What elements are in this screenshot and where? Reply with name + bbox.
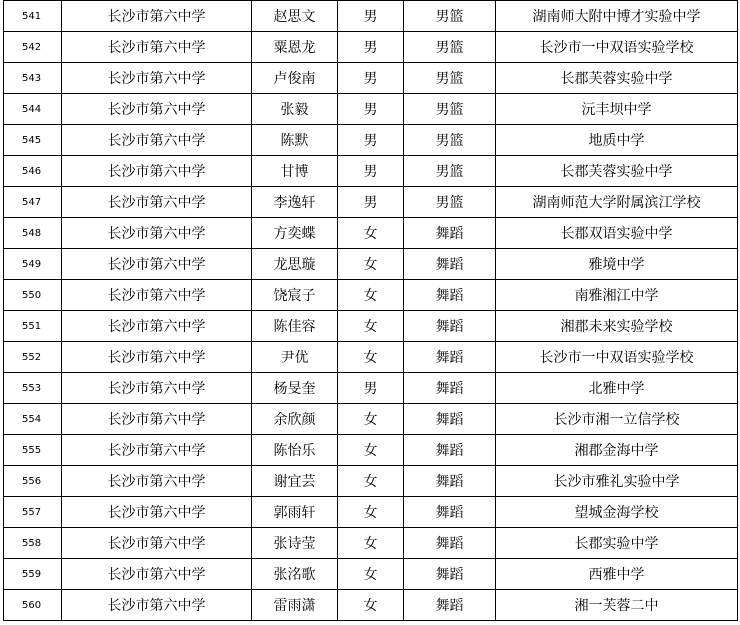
- row-number: 545: [4, 125, 62, 156]
- school-cell: 长沙市第六中学: [62, 94, 252, 125]
- school-cell: 长沙市第六中学: [62, 156, 252, 187]
- target-school-cell: 长沙市一中双语实验学校: [496, 32, 738, 63]
- target-school-cell: 西雅中学: [496, 559, 738, 590]
- school-cell: 长沙市第六中学: [62, 63, 252, 94]
- target-school-cell: 雅境中学: [496, 249, 738, 280]
- row-number: 557: [4, 497, 62, 528]
- gender-cell: 男: [338, 94, 404, 125]
- gender-cell: 男: [338, 63, 404, 94]
- name-cell: 余欣颜: [252, 404, 338, 435]
- school-cell: 长沙市第六中学: [62, 125, 252, 156]
- row-number: 558: [4, 528, 62, 559]
- school-cell: 长沙市第六中学: [62, 404, 252, 435]
- event-cell: 舞蹈: [404, 249, 496, 280]
- name-cell: 张诗莹: [252, 528, 338, 559]
- event-cell: 舞蹈: [404, 404, 496, 435]
- gender-cell: 男: [338, 187, 404, 218]
- target-school-cell: 湖南师范大学附属滨江学校: [496, 187, 738, 218]
- table-row: [4, 373, 738, 404]
- name-cell: 郭雨轩: [252, 497, 338, 528]
- table-row: [4, 32, 738, 63]
- school-cell: 长沙市第六中学: [62, 249, 252, 280]
- name-cell: 雷雨潇: [252, 590, 338, 621]
- table-row: [4, 249, 738, 280]
- event-cell: 舞蹈: [404, 218, 496, 249]
- school-cell: 长沙市第六中学: [62, 342, 252, 373]
- event-cell: 舞蹈: [404, 559, 496, 590]
- event-cell: 男篮: [404, 187, 496, 218]
- target-school-cell: 北雅中学: [496, 373, 738, 404]
- school-cell: 长沙市第六中学: [62, 373, 252, 404]
- event-cell: 男篮: [404, 32, 496, 63]
- target-school-cell: 长沙市雅礼实验中学: [496, 466, 738, 497]
- school-cell: 长沙市第六中学: [62, 590, 252, 621]
- gender-cell: 女: [338, 466, 404, 497]
- row-number: 551: [4, 311, 62, 342]
- table-row: [4, 342, 738, 373]
- school-cell: 长沙市第六中学: [62, 435, 252, 466]
- gender-cell: 男: [338, 1, 404, 32]
- table-row: [4, 280, 738, 311]
- row-number: 550: [4, 280, 62, 311]
- school-cell: 长沙市第六中学: [62, 280, 252, 311]
- row-number: 552: [4, 342, 62, 373]
- event-cell: 舞蹈: [404, 590, 496, 621]
- table-row: [4, 311, 738, 342]
- school-cell: 长沙市第六中学: [62, 559, 252, 590]
- target-school-cell: 湘郡未来实验学校: [496, 311, 738, 342]
- gender-cell: 女: [338, 280, 404, 311]
- row-number: 559: [4, 559, 62, 590]
- school-cell: 长沙市第六中学: [62, 528, 252, 559]
- row-number: 543: [4, 63, 62, 94]
- gender-cell: 女: [338, 218, 404, 249]
- row-number: 548: [4, 218, 62, 249]
- event-cell: 男篮: [404, 63, 496, 94]
- name-cell: 张毅: [252, 94, 338, 125]
- target-school-cell: 沅丰坝中学: [496, 94, 738, 125]
- table-row: [4, 63, 738, 94]
- name-cell: 谢宜芸: [252, 466, 338, 497]
- event-cell: 舞蹈: [404, 280, 496, 311]
- table-body: [4, 1, 738, 621]
- gender-cell: 女: [338, 342, 404, 373]
- row-number: 546: [4, 156, 62, 187]
- table-row: [4, 528, 738, 559]
- name-cell: 杨旻奎: [252, 373, 338, 404]
- name-cell: 甘博: [252, 156, 338, 187]
- name-cell: 粟恩龙: [252, 32, 338, 63]
- gender-cell: 女: [338, 311, 404, 342]
- target-school-cell: 南雅湘江中学: [496, 280, 738, 311]
- target-school-cell: 湘一芙蓉二中: [496, 590, 738, 621]
- table-row: [4, 404, 738, 435]
- name-cell: 龙思璇: [252, 249, 338, 280]
- name-cell: 卢俊南: [252, 63, 338, 94]
- row-number: 549: [4, 249, 62, 280]
- table-row: [4, 497, 738, 528]
- event-cell: 男篮: [404, 156, 496, 187]
- gender-cell: 女: [338, 590, 404, 621]
- event-cell: 舞蹈: [404, 528, 496, 559]
- row-number: 544: [4, 94, 62, 125]
- table-row: [4, 187, 738, 218]
- school-cell: 长沙市第六中学: [62, 1, 252, 32]
- row-number: 554: [4, 404, 62, 435]
- gender-cell: 男: [338, 125, 404, 156]
- event-cell: 舞蹈: [404, 435, 496, 466]
- table-row: [4, 218, 738, 249]
- name-cell: 方奕蝶: [252, 218, 338, 249]
- target-school-cell: 地质中学: [496, 125, 738, 156]
- event-cell: 男篮: [404, 94, 496, 125]
- table-row: [4, 590, 738, 621]
- name-cell: 尹优: [252, 342, 338, 373]
- row-number: 560: [4, 590, 62, 621]
- row-number: 556: [4, 466, 62, 497]
- target-school-cell: 长沙市湘一立信学校: [496, 404, 738, 435]
- target-school-cell: 长郡双语实验中学: [496, 218, 738, 249]
- name-cell: 李逸轩: [252, 187, 338, 218]
- table-row: [4, 466, 738, 497]
- gender-cell: 女: [338, 528, 404, 559]
- target-school-cell: 湖南师大附中博才实验中学: [496, 1, 738, 32]
- row-number: 542: [4, 32, 62, 63]
- gender-cell: 女: [338, 497, 404, 528]
- target-school-cell: 湘郡金海中学: [496, 435, 738, 466]
- gender-cell: 男: [338, 156, 404, 187]
- event-cell: 男篮: [404, 125, 496, 156]
- name-cell: 张洺歌: [252, 559, 338, 590]
- table-row: [4, 559, 738, 590]
- gender-cell: 女: [338, 559, 404, 590]
- name-cell: 陈佳容: [252, 311, 338, 342]
- gender-cell: 女: [338, 249, 404, 280]
- target-school-cell: 长郡芙蓉实验中学: [496, 63, 738, 94]
- name-cell: 饶宸子: [252, 280, 338, 311]
- event-cell: 舞蹈: [404, 466, 496, 497]
- table-row: [4, 94, 738, 125]
- row-number: 555: [4, 435, 62, 466]
- row-number: 553: [4, 373, 62, 404]
- school-cell: 长沙市第六中学: [62, 32, 252, 63]
- event-cell: 舞蹈: [404, 373, 496, 404]
- target-school-cell: 长沙市一中双语实验学校: [496, 342, 738, 373]
- event-cell: 男篮: [404, 1, 496, 32]
- table-row: [4, 1, 738, 32]
- gender-cell: 女: [338, 435, 404, 466]
- row-number: 547: [4, 187, 62, 218]
- student-list-table: [3, 0, 738, 621]
- school-cell: 长沙市第六中学: [62, 466, 252, 497]
- gender-cell: 女: [338, 404, 404, 435]
- school-cell: 长沙市第六中学: [62, 218, 252, 249]
- school-cell: 长沙市第六中学: [62, 187, 252, 218]
- table-row: [4, 125, 738, 156]
- name-cell: 赵思文: [252, 1, 338, 32]
- event-cell: 舞蹈: [404, 497, 496, 528]
- table-row: [4, 156, 738, 187]
- school-cell: 长沙市第六中学: [62, 311, 252, 342]
- school-cell: 长沙市第六中学: [62, 497, 252, 528]
- name-cell: 陈默: [252, 125, 338, 156]
- event-cell: 舞蹈: [404, 342, 496, 373]
- event-cell: 舞蹈: [404, 311, 496, 342]
- row-number: 541: [4, 1, 62, 32]
- target-school-cell: 长郡实验中学: [496, 528, 738, 559]
- table-row: [4, 435, 738, 466]
- gender-cell: 男: [338, 32, 404, 63]
- gender-cell: 男: [338, 373, 404, 404]
- name-cell: 陈怡乐: [252, 435, 338, 466]
- target-school-cell: 长郡芙蓉实验中学: [496, 156, 738, 187]
- target-school-cell: 望城金海学校: [496, 497, 738, 528]
